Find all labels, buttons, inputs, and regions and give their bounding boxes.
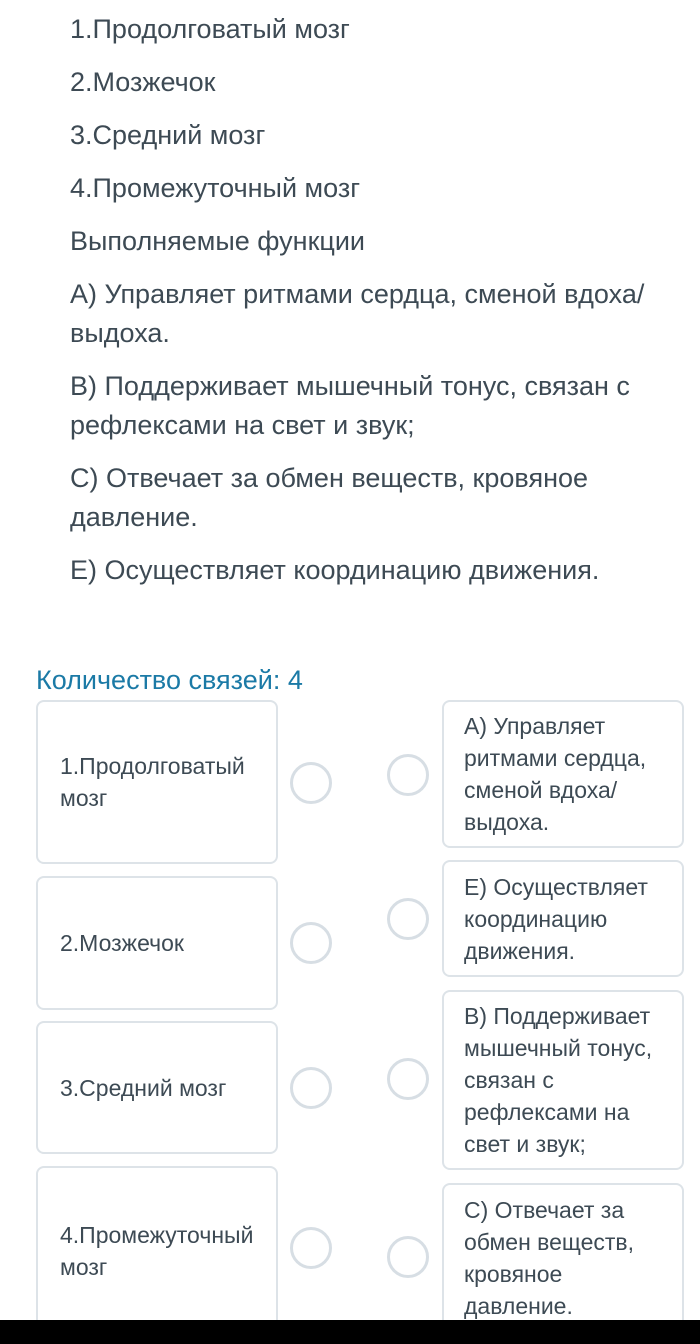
right-connector-dot-1[interactable] [387, 754, 429, 796]
question-line: Выполняемые функции [70, 226, 366, 256]
right-connector-dot-2[interactable] [387, 898, 429, 940]
left-connector-dot-2[interactable] [290, 922, 332, 964]
left-connector-dot-4[interactable] [290, 1227, 332, 1269]
left-item-label: 4.Промежуточный мозг [60, 1222, 254, 1280]
left-connector-dot-3[interactable] [290, 1067, 332, 1109]
left-item-4[interactable] [36, 1166, 278, 1336]
question-line: 3.Средний мозг [70, 120, 266, 150]
left-item-label: 1.Продолговатый мозг [60, 753, 245, 811]
right-item-2[interactable] [442, 860, 684, 977]
left-item-label: 3.Средний мозг [60, 1074, 227, 1101]
right-item-3[interactable] [442, 990, 684, 1170]
links-count-label: Количество связей: 4 [36, 665, 303, 695]
bottom-navigation-bar [0, 1320, 700, 1344]
left-connector-dot-1[interactable] [290, 762, 332, 804]
question-line: Е) Осуществляет координацию движения. [70, 555, 600, 585]
left-item-2[interactable] [36, 876, 278, 1010]
left-item-3[interactable] [36, 1021, 278, 1154]
right-item-4[interactable] [442, 1183, 684, 1333]
right-item-label: С) Отвечает за обмен веществ, кровяное давление. [464, 1197, 635, 1319]
right-item-label: В) Поддерживает мышечный тонус, связан с рефлексами на свет и звук; [464, 1003, 653, 1157]
question-line: В) Поддерживает мышечный тонус, связан с рефлексами на свет и звук; [70, 371, 630, 440]
question-line: 2.Мозжечок [70, 67, 216, 97]
question-line: А) Управляет ритмами сердца, сменой вдоха/ выдоха. [70, 279, 645, 348]
left-item-1[interactable] [36, 700, 278, 864]
right-item-label: А) Управляет ритмами сердца, сменой вдоха/ выдоха. [464, 713, 647, 835]
right-item-label: Е) Осуществляет координацию движения. [464, 873, 648, 964]
right-connector-dot-3[interactable] [387, 1058, 429, 1100]
right-item-1[interactable] [442, 700, 684, 848]
right-connector-dot-4[interactable] [387, 1236, 429, 1278]
question-text [70, 10, 670, 604]
left-item-label: 2.Мозжечок [60, 930, 184, 956]
question-line: С) Отвечает за обмен веществ, кровяное давление. [70, 463, 589, 532]
question-line: 1.Продолговатый мозг [70, 14, 350, 44]
question-line: 4.Промежуточный мозг [70, 173, 361, 203]
